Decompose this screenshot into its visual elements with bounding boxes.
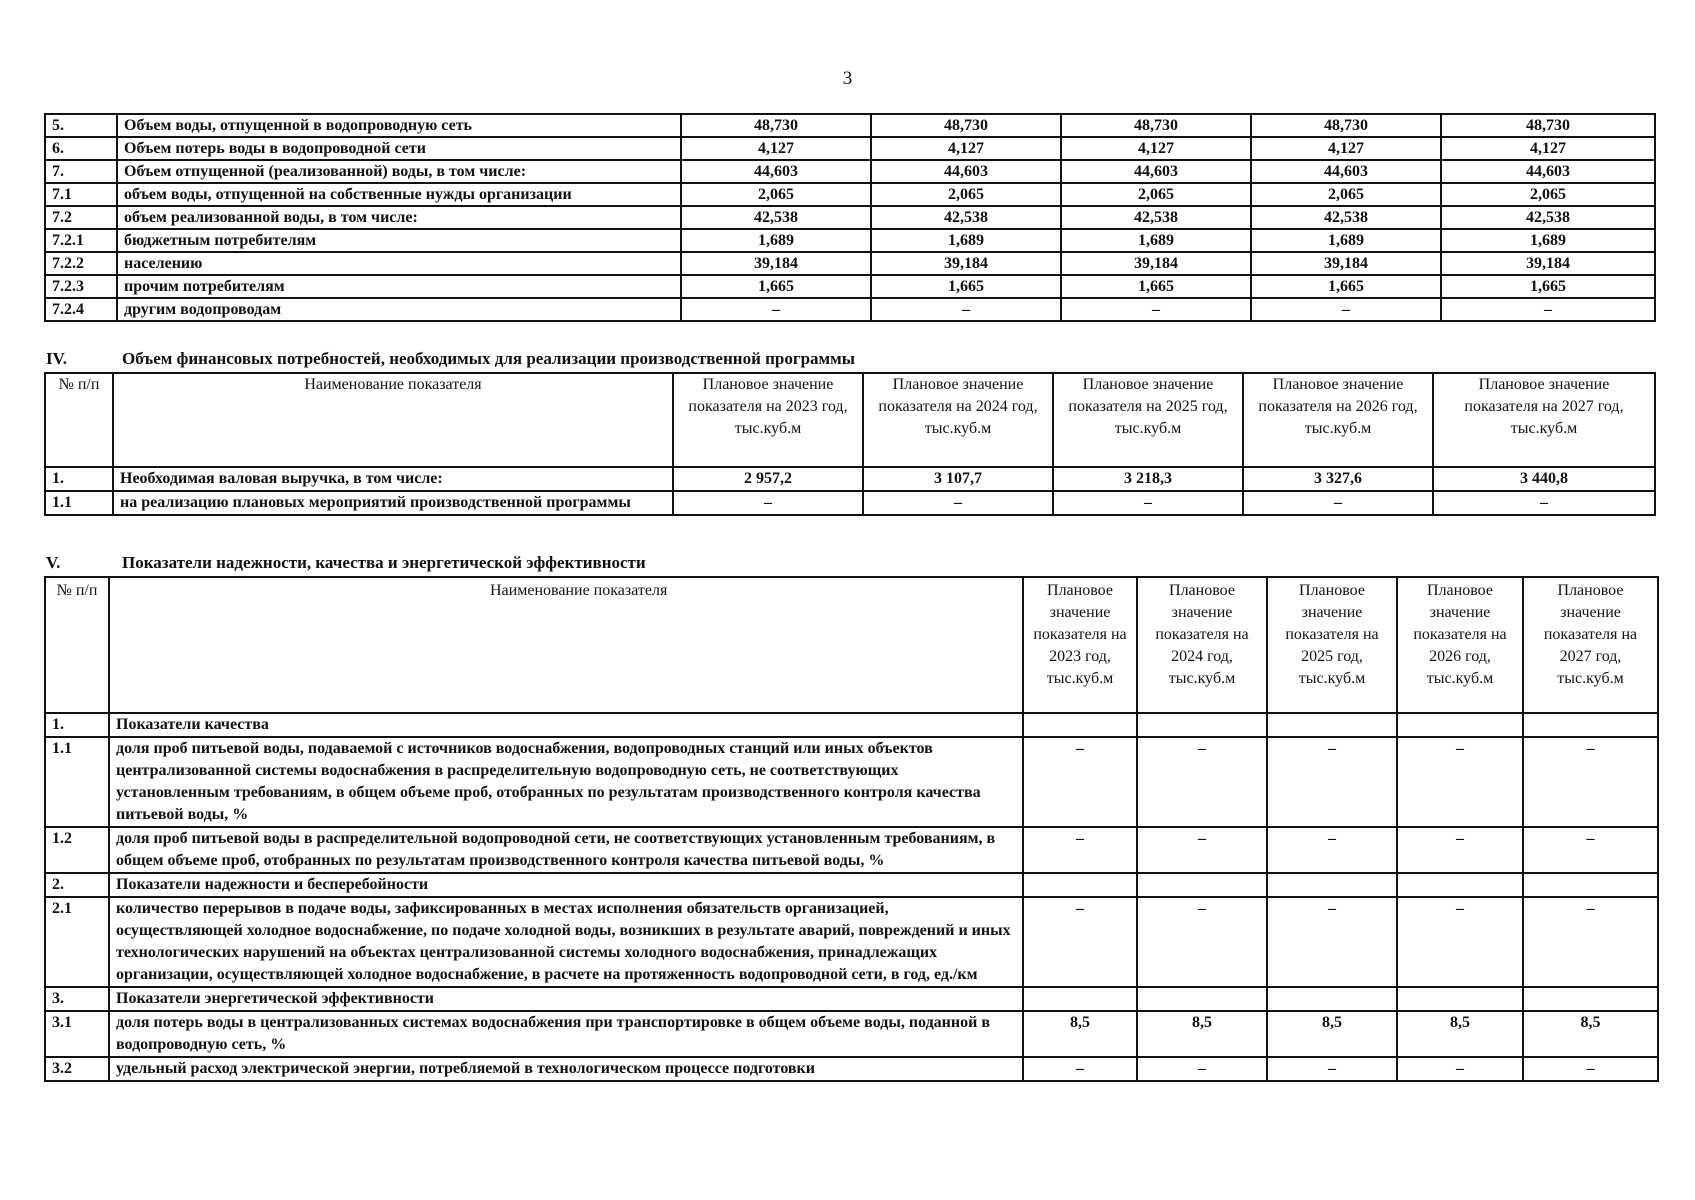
table-row xyxy=(45,713,1658,737)
value-cell: – xyxy=(1137,827,1267,873)
value-cell: 8,5 xyxy=(1023,1011,1137,1057)
value-cell: – xyxy=(1267,827,1397,873)
value-cell: 2,065 xyxy=(1061,183,1251,206)
table-row xyxy=(45,275,1655,298)
table-row xyxy=(45,987,1658,1011)
row-indicator-name: доля потерь воды в централизованных системах водоснабжения при транспортировке в общем объеме воды, поданной в водопроводную сеть, % xyxy=(109,1011,1023,1057)
row-number: 5. xyxy=(45,114,117,137)
row-indicator-name: другим водопроводам xyxy=(117,298,681,321)
row-number: 2. xyxy=(45,873,109,897)
value-cell: 44,603 xyxy=(681,160,871,183)
value-cell: 1,665 xyxy=(871,275,1061,298)
value-cell: 44,603 xyxy=(1441,160,1655,183)
row-indicator-name: на реализацию плановых мероприятий производственной программы xyxy=(113,491,673,515)
value-cell: – xyxy=(1053,491,1243,515)
header-num: № п/п xyxy=(45,577,109,713)
value-cell xyxy=(1023,987,1137,1011)
row-indicator-name: удельный расход электрической энергии, потребляемой в технологическом процессе подготовки xyxy=(109,1057,1023,1081)
value-cell: 42,538 xyxy=(871,206,1061,229)
table-row xyxy=(45,1011,1658,1057)
value-cell: 3 327,6 xyxy=(1243,467,1433,491)
value-cell: 1,665 xyxy=(681,275,871,298)
value-cell: 48,730 xyxy=(681,114,871,137)
value-cell: – xyxy=(1523,827,1658,873)
row-number: 1.1 xyxy=(45,491,113,515)
value-cell: – xyxy=(1023,1057,1137,1081)
header-year-2023: Плановое значение показателя на 2023 год, тыс.куб.м xyxy=(1023,577,1137,713)
value-cell: 1,689 xyxy=(1441,229,1655,252)
value-cell xyxy=(1397,987,1523,1011)
row-indicator-name: доля проб питьевой воды, подаваемой с источников водоснабжения, водопроводных станций или иных объектов централизованной системы водоснабжения в распределительную водопроводную сеть, не соответствующих установленным требованиям, в общем объеме проб, отобранных по результатам производственного контроля качества питьевой воды, % xyxy=(109,737,1023,827)
value-cell xyxy=(1267,987,1397,1011)
value-cell: 3 440,8 xyxy=(1433,467,1655,491)
financial-needs-table xyxy=(44,372,1656,516)
section-5-heading xyxy=(46,553,646,573)
header-year-2026: Плановое значение показателя на 2026 год, тыс.куб.м xyxy=(1243,373,1433,467)
row-number: 1.2 xyxy=(45,827,109,873)
value-cell xyxy=(1023,873,1137,897)
value-cell xyxy=(1397,713,1523,737)
value-cell: 2 957,2 xyxy=(673,467,863,491)
row-number: 7.2 xyxy=(45,206,117,229)
row-indicator-name: населению xyxy=(117,252,681,275)
value-cell: – xyxy=(1523,1057,1658,1081)
value-cell xyxy=(1137,713,1267,737)
page-number: 3 xyxy=(842,68,853,89)
value-cell xyxy=(1523,873,1658,897)
value-cell: 44,603 xyxy=(1251,160,1441,183)
value-cell: – xyxy=(673,491,863,515)
value-cell: 2,065 xyxy=(1251,183,1441,206)
value-cell xyxy=(1523,987,1658,1011)
value-cell: 39,184 xyxy=(1251,252,1441,275)
row-indicator-name: доля проб питьевой воды в распределительной водопроводной сети, не соответствующих установленным требованиям, в общем объеме проб, отобранных по результатам производственного контроля качества питьевой воды, % xyxy=(109,827,1023,873)
value-cell: – xyxy=(1023,897,1137,987)
value-cell: 4,127 xyxy=(1441,137,1655,160)
table-row xyxy=(45,137,1655,160)
value-cell: 4,127 xyxy=(1061,137,1251,160)
row-indicator-name: Объем отпущенной (реализованной) воды, в том числе: xyxy=(117,160,681,183)
value-cell: – xyxy=(1137,1057,1267,1081)
reliability-quality-table xyxy=(44,576,1659,1082)
table-row xyxy=(45,114,1655,137)
header-name: Наименование показателя xyxy=(109,577,1023,713)
value-cell xyxy=(1397,873,1523,897)
header-year-2025: Плановое значение показателя на 2025 год, тыс.куб.м xyxy=(1053,373,1243,467)
table-row xyxy=(45,737,1658,827)
value-cell: 1,665 xyxy=(1061,275,1251,298)
value-cell: 44,603 xyxy=(871,160,1061,183)
value-cell: 8,5 xyxy=(1267,1011,1397,1057)
value-cell: – xyxy=(1397,1057,1523,1081)
value-cell: 1,689 xyxy=(681,229,871,252)
value-cell: 48,730 xyxy=(1061,114,1251,137)
header-year-2024: Плановое значение показателя на 2024 год, тыс.куб.м xyxy=(863,373,1053,467)
row-number: 1. xyxy=(45,713,109,737)
table-row xyxy=(45,827,1658,873)
value-cell: 42,538 xyxy=(681,206,871,229)
value-cell: – xyxy=(1523,897,1658,987)
row-indicator-name: Необходимая валовая выручка, в том числе: xyxy=(113,467,673,491)
value-cell: – xyxy=(681,298,871,321)
table-row xyxy=(45,229,1655,252)
header-year-2026: Плановое значение показателя на 2026 год, тыс.куб.м xyxy=(1397,577,1523,713)
row-number: 7.2.3 xyxy=(45,275,117,298)
row-number: 3.2 xyxy=(45,1057,109,1081)
row-indicator-name: Показатели качества xyxy=(109,713,1023,737)
value-cell: 42,538 xyxy=(1061,206,1251,229)
value-cell: – xyxy=(1433,491,1655,515)
value-cell: – xyxy=(1137,897,1267,987)
value-cell: 8,5 xyxy=(1523,1011,1658,1057)
value-cell: – xyxy=(1267,737,1397,827)
value-cell: 39,184 xyxy=(1061,252,1251,275)
value-cell: 48,730 xyxy=(871,114,1061,137)
table-row xyxy=(45,1057,1658,1081)
value-cell: 39,184 xyxy=(1441,252,1655,275)
header-year-2027: Плановое значение показателя на 2027 год, тыс.куб.м xyxy=(1523,577,1658,713)
value-cell xyxy=(1267,873,1397,897)
row-number: 3. xyxy=(45,987,109,1011)
table-row xyxy=(45,298,1655,321)
row-number: 6. xyxy=(45,137,117,160)
value-cell xyxy=(1523,713,1658,737)
value-cell: 39,184 xyxy=(871,252,1061,275)
value-cell: 1,689 xyxy=(1061,229,1251,252)
value-cell: 1,665 xyxy=(1251,275,1441,298)
row-indicator-name: объем реализованной воды, в том числе: xyxy=(117,206,681,229)
value-cell: 4,127 xyxy=(681,137,871,160)
row-number: 1. xyxy=(45,467,113,491)
row-number: 1.1 xyxy=(45,737,109,827)
value-cell: 39,184 xyxy=(681,252,871,275)
value-cell: 4,127 xyxy=(1251,137,1441,160)
value-cell: 1,665 xyxy=(1441,275,1655,298)
row-number: 7.2.4 xyxy=(45,298,117,321)
row-number: 7.2.2 xyxy=(45,252,117,275)
table-row xyxy=(45,252,1655,275)
row-indicator-name: бюджетным потребителям xyxy=(117,229,681,252)
value-cell: 4,127 xyxy=(871,137,1061,160)
value-cell: 2,065 xyxy=(1441,183,1655,206)
row-indicator-name: Показатели энергетической эффективности xyxy=(109,987,1023,1011)
value-cell: – xyxy=(1267,1057,1397,1081)
value-cell: – xyxy=(1523,737,1658,827)
value-cell: – xyxy=(1397,897,1523,987)
section-5-number: V. xyxy=(46,553,61,572)
value-cell xyxy=(1137,873,1267,897)
header-name: Наименование показателя xyxy=(113,373,673,467)
value-cell: – xyxy=(1023,827,1137,873)
value-cell: – xyxy=(1397,827,1523,873)
value-cell xyxy=(1267,713,1397,737)
row-indicator-name: Объем воды, отпущенной в водопроводную сеть xyxy=(117,114,681,137)
row-indicator-name: количество перерывов в подаче воды, зафиксированных в местах исполнения обязательств организацией, осуществляющей холодное водоснабжение, по подаче холодной воды, возникших в результате аварий, повреждений и иных технологических нарушений на объектах централизованной системы холодного водоснабжения, принадлежащих организации, осуществляющей холодное водоснабжение, в расчете на протяженность водопроводной сети, в год, ед./км xyxy=(109,897,1023,987)
value-cell: 42,538 xyxy=(1441,206,1655,229)
water-volume-table xyxy=(44,113,1656,322)
row-number: 7. xyxy=(45,160,117,183)
value-cell xyxy=(1137,987,1267,1011)
table-row xyxy=(45,491,1655,515)
table-row xyxy=(45,897,1658,987)
value-cell: 2,065 xyxy=(681,183,871,206)
header-year-2025: Плановое значение показателя на 2025 год, тыс.куб.м xyxy=(1267,577,1397,713)
value-cell: 48,730 xyxy=(1251,114,1441,137)
section-4-title: Объем финансовых потребностей, необходимых для реализации производственной программы xyxy=(122,349,855,368)
value-cell: – xyxy=(871,298,1061,321)
header-num: № п/п xyxy=(45,373,113,467)
value-cell: 42,538 xyxy=(1251,206,1441,229)
value-cell: 1,689 xyxy=(1251,229,1441,252)
value-cell: – xyxy=(1441,298,1655,321)
value-cell: – xyxy=(1397,737,1523,827)
value-cell: – xyxy=(1137,737,1267,827)
table-row xyxy=(45,467,1655,491)
value-cell: – xyxy=(1061,298,1251,321)
value-cell: 8,5 xyxy=(1137,1011,1267,1057)
value-cell: 48,730 xyxy=(1441,114,1655,137)
section-4-heading xyxy=(46,349,855,369)
table-row xyxy=(45,183,1655,206)
value-cell: 3 107,7 xyxy=(863,467,1053,491)
table-header-row xyxy=(45,373,1655,467)
value-cell: – xyxy=(863,491,1053,515)
table-header-row xyxy=(45,577,1658,713)
row-number: 2.1 xyxy=(45,897,109,987)
header-year-2024: Плановое значение показателя на 2024 год, тыс.куб.м xyxy=(1137,577,1267,713)
section-5-title: Показатели надежности, качества и энергетической эффективности xyxy=(122,553,646,572)
value-cell: 1,689 xyxy=(871,229,1061,252)
row-indicator-name: прочим потребителям xyxy=(117,275,681,298)
table-row xyxy=(45,160,1655,183)
header-year-2023: Плановое значение показателя на 2023 год, тыс.куб.м xyxy=(673,373,863,467)
value-cell: 8,5 xyxy=(1397,1011,1523,1057)
row-indicator-name: Объем потерь воды в водопроводной сети xyxy=(117,137,681,160)
row-indicator-name: Показатели надежности и бесперебойности xyxy=(109,873,1023,897)
value-cell: – xyxy=(1243,491,1433,515)
row-number: 3.1 xyxy=(45,1011,109,1057)
value-cell: 44,603 xyxy=(1061,160,1251,183)
row-indicator-name: объем воды, отпущенной на собственные нужды организации xyxy=(117,183,681,206)
value-cell xyxy=(1023,713,1137,737)
value-cell: – xyxy=(1251,298,1441,321)
value-cell: – xyxy=(1023,737,1137,827)
table-row xyxy=(45,873,1658,897)
value-cell: 2,065 xyxy=(871,183,1061,206)
table-row xyxy=(45,206,1655,229)
value-cell: – xyxy=(1267,897,1397,987)
row-number: 7.1 xyxy=(45,183,117,206)
header-year-2027: Плановое значение показателя на 2027 год, тыс.куб.м xyxy=(1433,373,1655,467)
row-number: 7.2.1 xyxy=(45,229,117,252)
value-cell: 3 218,3 xyxy=(1053,467,1243,491)
section-4-number: IV. xyxy=(46,349,67,368)
